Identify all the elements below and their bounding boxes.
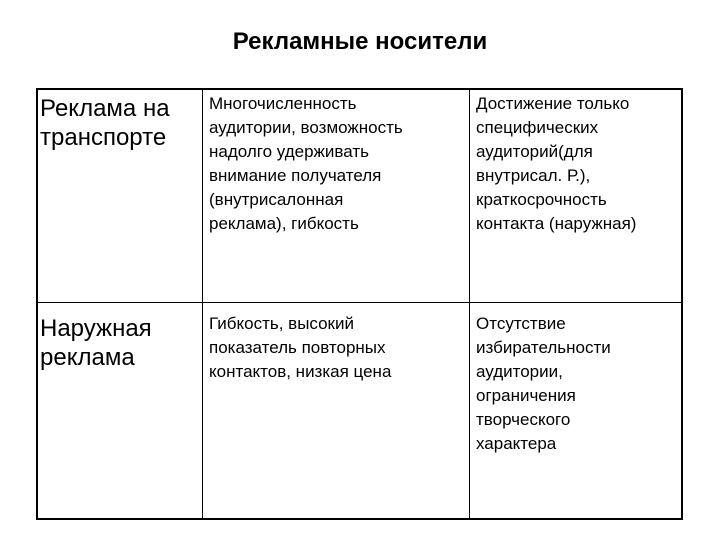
outdoor-advantages-cell: Гибкость, высокий показатель повторных контактов, низкая цена: [209, 314, 392, 381]
transport-advantages-cell: Многочисленность аудитории, возможность надолго удерживать внимание получателя (внутрисалонная реклама), гибкость: [209, 94, 403, 233]
column-divider: [202, 90, 203, 518]
advertising-media-table: [36, 88, 683, 520]
row-divider: [38, 302, 681, 303]
slide-title: Рекламные носители: [232, 28, 488, 55]
column-divider: [469, 90, 470, 518]
row-medium-outdoor: Наружная реклама: [40, 315, 152, 371]
transport-disadvantages-cell: Достижение только специфических аудиторий(для внутрисал. Р.), краткосрочность контакта (наружная): [476, 94, 637, 233]
row-medium-transport: Реклама на транспорте: [40, 95, 170, 151]
outdoor-disadvantages-cell: Отсутствие избирательности аудитории, ограничения творческого характера: [476, 314, 611, 453]
